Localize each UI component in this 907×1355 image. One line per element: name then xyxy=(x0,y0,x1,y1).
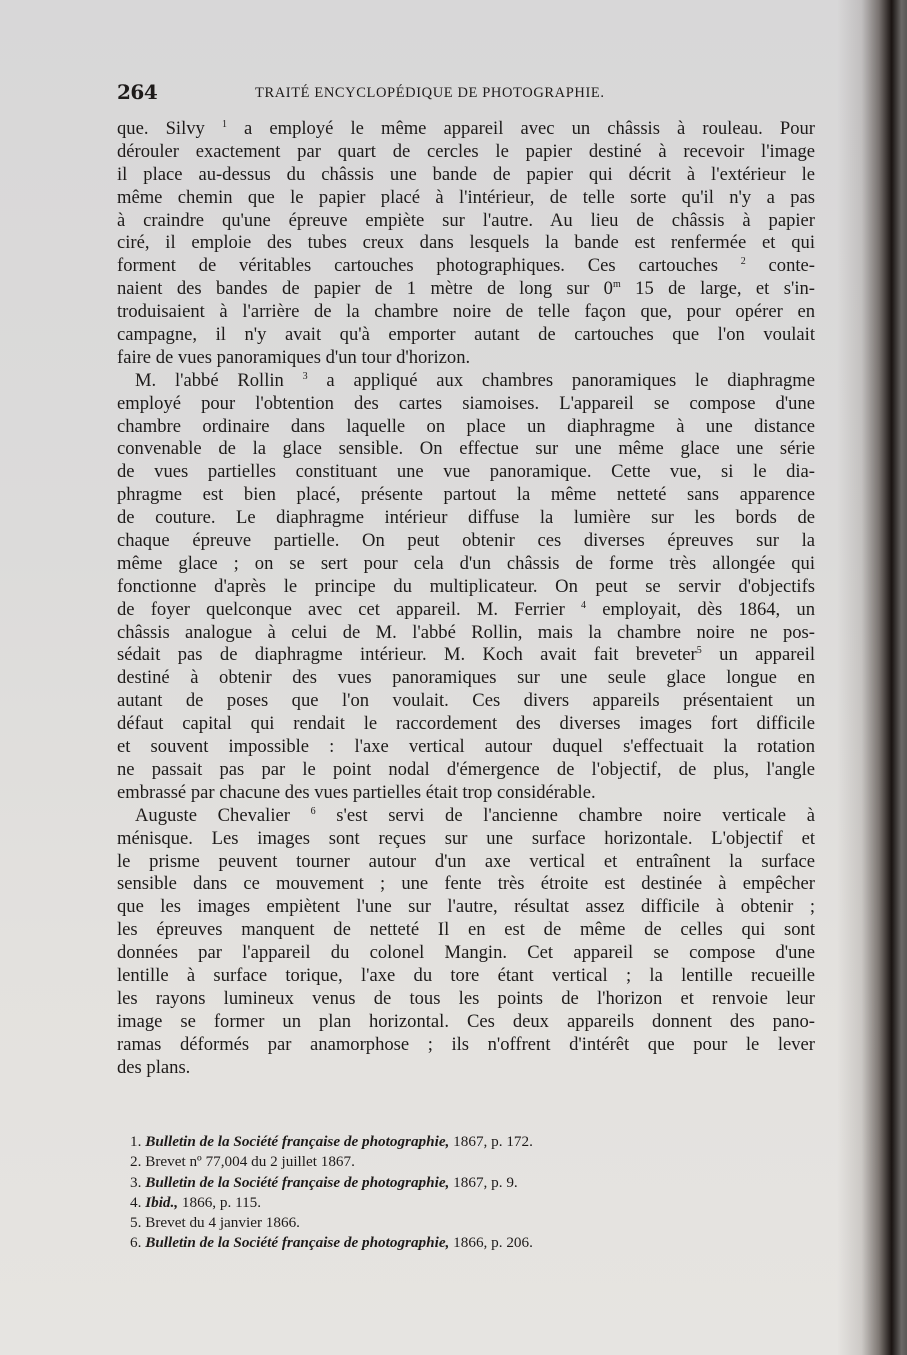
text-segment: le prisme peuvent tourner autour d'un axe vertical et entraînent la surface xyxy=(117,850,815,872)
footnote-reference: m xyxy=(612,279,621,291)
footnote-text: Brevet nº 77,004 du 2 juillet 1867. xyxy=(145,1153,355,1171)
text-line xyxy=(117,828,815,851)
paragraph xyxy=(117,370,815,805)
text-segment: naient des bandes de papier de 1 mètre de long sur 0 xyxy=(117,278,613,300)
footnote-number: 6. xyxy=(130,1234,146,1252)
text-segment: des plans. xyxy=(117,1056,191,1078)
text-line xyxy=(117,690,815,713)
paragraph xyxy=(117,118,815,370)
text-line xyxy=(117,667,815,690)
text-line xyxy=(117,438,815,461)
text-line xyxy=(117,118,815,141)
text-segment: ménisque. Les images sont reçues sur une surface horizontale. L'objectif et xyxy=(117,827,815,849)
text-segment: défaut capital qui rendait le raccordement des diverses images fort difficile xyxy=(117,713,815,735)
text-line xyxy=(117,484,815,507)
text-segment: s'est servi de l'ancienne chambre noire verticale à xyxy=(315,804,815,826)
text-line xyxy=(117,759,815,782)
text-segment: un appareil xyxy=(701,644,815,666)
footnote-number: 2. xyxy=(130,1153,146,1171)
text-segment: que les images empiètent l'une sur l'autre, résultat assez difficile à obtenir ; xyxy=(117,896,815,918)
text-segment: troduisaient à l'arrière de la chambre noire de telle façon que, pour opérer en xyxy=(117,301,815,323)
text-segment: il place au-dessus du châssis une bande de papier qui décrit à l'extérieur le xyxy=(117,163,815,185)
footnote-number: 4. xyxy=(130,1193,146,1211)
text-segment: sédait pas de diaphragme intérieur. M. Koch avait fait breveter xyxy=(117,644,697,666)
text-line xyxy=(117,210,815,233)
text-segment: de foyer quelconque avec cet appareil. M. Ferrier xyxy=(117,598,582,620)
text-line xyxy=(117,553,815,576)
text-segment: employé pour l'obtention des cartes siamoises. L'appareil se compose d'une xyxy=(117,392,815,414)
text-segment: les épreuves manquent de netteté Il en est de même de celles qui sont xyxy=(117,919,815,941)
text-line xyxy=(117,255,815,278)
text-segment: chaque épreuve partielle. On peut obtenir ces diverses épreuves sur la xyxy=(117,530,815,552)
text-line xyxy=(117,736,815,759)
text-segment: Auguste Chevalier xyxy=(135,804,311,826)
text-segment: convenable de la glace sensible. On effectue sur une même glace une série xyxy=(117,438,815,460)
text-line xyxy=(117,278,815,301)
text-line xyxy=(117,599,815,622)
text-segment: de vues partielles constituant une vue panoramique. Cette vue, si le dia- xyxy=(117,461,815,483)
footnote-text: 1866, p. 206. xyxy=(449,1234,533,1252)
footnote-reference: 5 xyxy=(696,645,702,657)
text-line xyxy=(117,461,815,484)
footnote-text: 1867, p. 172. xyxy=(449,1133,533,1150)
footnote-reference: 1 xyxy=(221,119,227,130)
text-segment: même glace ; on se sert pour cela d'un châssis de forme très allongée qui xyxy=(117,552,815,574)
text-segment: phragme est bien placé, présente partout la même netteté sans apparence xyxy=(117,484,815,506)
text-line xyxy=(117,896,815,919)
footnote xyxy=(130,1152,690,1172)
text-segment: faire de vues panoramiques d'un tour d'horizon. xyxy=(117,346,471,368)
text-segment: employait, dès 1864, un xyxy=(586,598,815,620)
text-line xyxy=(117,164,815,187)
text-segment: a appliqué aux chambres panoramiques le diaphragme xyxy=(307,369,815,391)
footnotes xyxy=(130,1132,690,1254)
text-line xyxy=(117,393,815,416)
text-segment: ramas déformés par anamorphose ; ils n'offrent d'intérêt que pour le lever xyxy=(117,1033,815,1055)
page-number: 264 xyxy=(117,80,158,104)
footnote-text: 1866, p. 115. xyxy=(178,1193,262,1211)
text-segment: à craindre qu'une épreuve empiète sur l'autre. Au lieu de châssis à papier xyxy=(117,209,815,231)
page-header xyxy=(117,78,815,108)
text-segment: sensible dans ce mouvement ; une fente très étroite est destinée à empêcher xyxy=(117,873,815,895)
text-segment: 15 de large, et s'in- xyxy=(620,278,815,300)
footnote xyxy=(130,1193,690,1213)
text-segment: de couture. Le diaphragme intérieur diffuse la lumière sur les bords de xyxy=(117,507,815,529)
footnote-number: 1. xyxy=(130,1133,146,1150)
text-segment: embrassé par chacune des vues partielles était trop considérable. xyxy=(117,781,596,803)
text-line xyxy=(117,324,815,347)
text-segment: et souvent impossible : l'axe vertical autour duquel s'effectuait la rotation xyxy=(117,736,815,758)
footnote-text: 1867, p. 9. xyxy=(449,1173,518,1191)
text-segment: ciré, il emploie des tubes creux dans lesquels la bande est renfermée et qui xyxy=(117,232,815,254)
text-line xyxy=(117,576,815,599)
text-segment: image se former un plan horizontal. Ces deux appareils donnent des pano- xyxy=(117,1010,815,1032)
text-line xyxy=(117,988,815,1011)
text-line xyxy=(117,622,815,645)
text-line xyxy=(117,232,815,255)
text-line xyxy=(117,851,815,874)
book-binding-shadow xyxy=(837,0,907,1355)
paragraph xyxy=(117,805,815,1080)
text-line xyxy=(117,141,815,164)
text-segment: données par l'appareil du colonel Mangin. Cet appareil se compose d'une xyxy=(117,942,815,964)
text-segment: conte- xyxy=(745,255,815,277)
footnote-source-title: Bulletin de la Société française de photographie, xyxy=(145,1133,450,1150)
text-line xyxy=(117,416,815,439)
footnote-reference: 4 xyxy=(581,599,587,611)
text-line xyxy=(117,782,815,805)
text-line xyxy=(117,530,815,553)
text-segment: lentille à surface torique, l'axe du tore étant vertical ; la lentille recueille xyxy=(117,964,815,986)
text-line xyxy=(117,965,815,988)
text-segment: châssis analogue à celui de M. l'abbé Rollin, mais la chambre noire ne pos- xyxy=(117,621,815,643)
text-line xyxy=(117,187,815,210)
footnote-text: Brevet du 4 janvier 1866. xyxy=(145,1214,300,1232)
footnote xyxy=(130,1173,690,1193)
footnote xyxy=(130,1233,690,1253)
text-line xyxy=(117,919,815,942)
text-segment: campagne, il n'y avait qu'à emporter autant de cartouches que l'on voulait xyxy=(117,324,815,346)
text-line xyxy=(117,713,815,736)
body-text xyxy=(117,118,815,1079)
footnote-reference: 3 xyxy=(302,370,308,382)
text-line xyxy=(117,942,815,965)
text-segment: les rayons lumineux venus de tous les points de l'horizon et renvoie leur xyxy=(117,987,815,1009)
text-line xyxy=(117,1011,815,1034)
text-segment: autant de poses que l'on voulait. Ces divers appareils présentaient un xyxy=(117,690,815,712)
text-line xyxy=(117,1057,815,1080)
footnote xyxy=(130,1213,690,1233)
text-line xyxy=(117,301,815,324)
text-line xyxy=(117,507,815,530)
text-line xyxy=(117,370,815,393)
text-line xyxy=(117,873,815,896)
footnote-number: 3. xyxy=(130,1173,146,1191)
footnote xyxy=(130,1132,690,1152)
footnote-source-title: Ibid., xyxy=(145,1193,179,1211)
text-line xyxy=(117,805,815,828)
footnote-reference: 6 xyxy=(310,805,316,817)
text-segment: destiné à obtenir des vues panoramiques sur une seule glace longue en xyxy=(117,667,815,689)
text-segment: que. Silvy xyxy=(117,118,222,139)
text-segment: ne passait pas par le point nodal d'émergence de l'objectif, de plus, l'angle xyxy=(117,758,815,780)
text-segment: chambre ordinaire dans laquelle on place un diaphragme à une distance xyxy=(117,415,815,437)
text-segment: fonctionne d'après le principe du multiplicateur. On peut se servir d'objectifs xyxy=(117,575,815,597)
running-title: TRAITÉ ENCYCLOPÉDIQUE DE PHOTOGRAPHIE. xyxy=(255,85,605,101)
text-segment: M. l'abbé Rollin xyxy=(135,369,303,391)
book-page xyxy=(117,78,815,1079)
footnote-number: 5. xyxy=(130,1214,146,1232)
text-line xyxy=(117,347,815,370)
footnote-reference: 2 xyxy=(740,256,746,268)
text-segment: dérouler exactement par quart de cercles le papier destiné à recevoir l'image xyxy=(117,140,815,162)
footnote-source-title: Bulletin de la Société française de photographie, xyxy=(145,1173,450,1191)
text-segment: forment de véritables cartouches photographiques. Ces cartouches xyxy=(117,255,741,277)
text-line xyxy=(117,644,815,667)
text-line xyxy=(117,1034,815,1057)
footnote-source-title: Bulletin de la Société française de photographie, xyxy=(145,1234,450,1252)
text-segment: même chemin que le papier placé à l'intérieur, de telle sorte qu'il n'y a pas xyxy=(117,186,815,208)
text-segment: a employé le même appareil avec un châssis à rouleau. Pour xyxy=(226,118,815,139)
